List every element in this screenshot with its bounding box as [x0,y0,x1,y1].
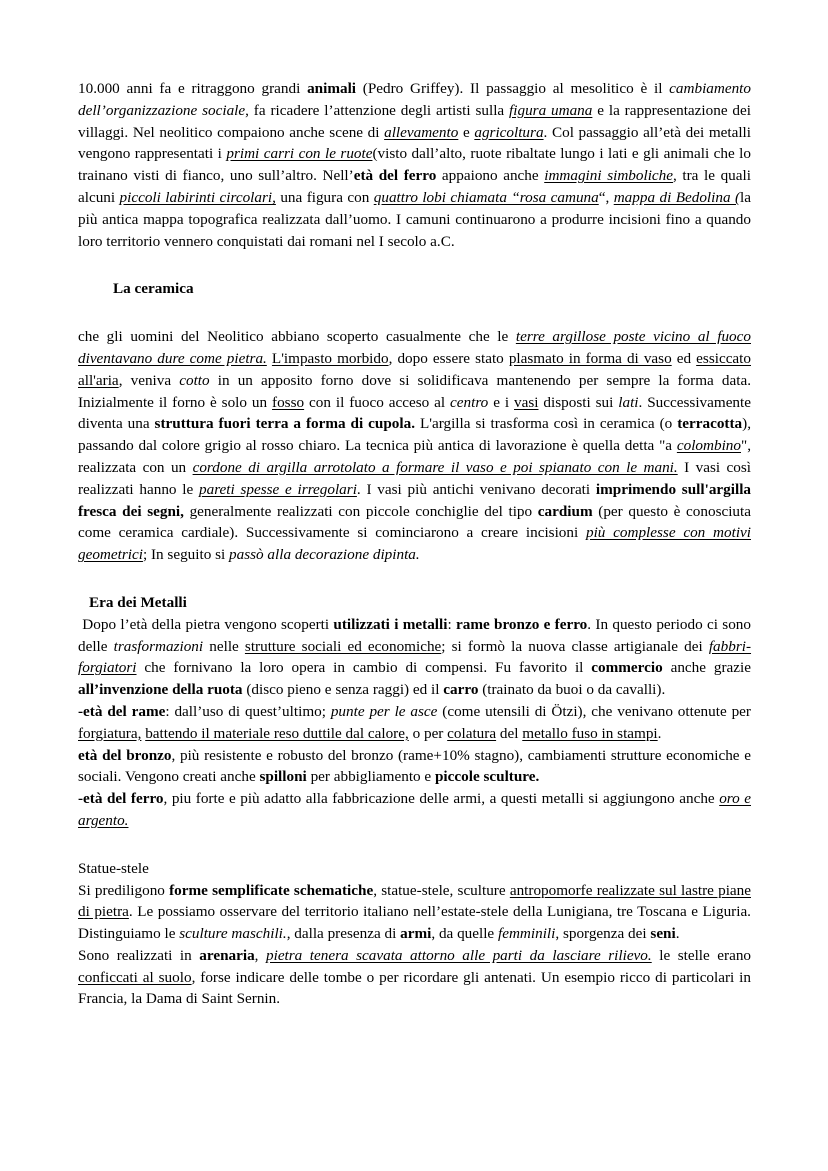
spacer [78,300,751,326]
spacer [78,832,751,858]
paragraph-eta-del-rame: -età del rame: dall’uso di quest’ultimo; punte per le asce (come utensili di Ötzi), che venivano ottenute per forgiatura, battendo il materiale reso duttile dal calore, o per colatura del metallo fuso in stampi. [78,702,751,742]
paragraph-metalli-intro: Dopo l’età della pietra vengono scoperti utilizzati i metalli: rame bronzo e ferro. In questo periodo ci sono delle trasformazioni nelle strutture sociali ed economiche; si formò la nuova classe artigianale dei fabbri-forgiatori che fornivano la loro opera in cambio di compensi. Fu favorito il commercio anche grazie all’invenzione della ruota (disco pieno e senza raggi) ed il carro (trainato da buoi o da cavalli). [78,615,752,699]
paragraph-statue-stele-1: Si prediligono forme semplificate schematiche, statue-stele, sculture antropomorfe realizzate sul lastre piane di pietra. Le possiamo osservare del territorio italiano nell’estate-stele della Lunigiana, tre Toscana e Liguria. Distinguiamo le sculture maschili., dalla presenza di armi, da quelle femminili, sporgenza dei seni. [78,881,751,943]
heading-la-ceramica: La ceramica [113,280,194,298]
heading-era-dei-metalli: Era dei Metalli [89,593,187,611]
spacer [78,566,751,592]
heading-statue-stele: Statue-stele [78,859,149,877]
paragraph-eta-del-ferro: -età del ferro, piu forte e più adatto alla fabbricazione delle armi, a questi metalli si aggiungono anche oro e argento. [78,790,751,829]
paragraph-preistoria: 10.000 anni fa e ritraggono grandi animali (Pedro Griffey). Il passaggio al mesolitico è il cambiamento dell’organizzazione sociale, fa ricadere l’attenzione degli artisti sulla figura umana e la rappresentazione dei villaggi. Nel neolitico compaiono anche scene di allevamento e agricoltura. Col passaggio all’età dei metalli vengono rappresentati i primi carri con le ruote(visto dall’alto, ruote ribaltate lungo i lati e gli animali che lo trainano visti di fianco, uno sull’altro. Nell’età del ferro appaiono anche immagini simboliche, tra le quali alcuni piccoli labirinti circolari, una figura con quattro lobi chiamata “rosa camuna“, mappa di Bedolina (la più antica mappa topografica realizzata dall’uomo. I camuni continuarono a produrre incisioni fino a quando loro territorio vennero conquistati dai romani nel I secolo a.C. [78,80,752,250]
paragraph-eta-del-bronzo: età del bronzo, più resistente e robusto del bronzo (rame+10% stagno), cambiamenti strutture economiche e sociali. Vengono creati anche spilloni per abbigliamento e piccole sculture. [78,746,751,786]
document-body [78,78,751,1010]
paragraph-statue-stele-2: Sono realizzati in arenaria, pietra tenera scavata attorno alle parti da lasciare rilievo. le stelle erano conficcati al suolo, forse indicare delle tombe o per ricordare gli antenati. Un esempio ricco di particolari in Francia, la Dama di Saint Sernin. [78,946,752,1008]
paragraph-ceramica: che gli uomini del Neolitico abbiano scoperto casualmente che le terre argillose poste vicino al fuoco diventavano dure come pietra. L'impasto morbido, dopo essere stato plasmato in forma di vaso ed essiccato all'aria, veniva cotto in un apposito forno dove si solidificava mantenendo per sempre la forma data. Inizialmente il forno è solo un fosso con il fuoco acceso al centro e i vasi disposti sui lati. Successivamente diventa una struttura fuori terra a forma di cupola. L'argilla si trasforma così in ceramica (o terracotta), passando dal colore grigio al rosso chiaro. La tecnica più antica di lavorazione è quella detta "a colombino", realizzata con un cordone di argilla arrotolato a formare il vaso e poi spianato con le mani. I vasi così realizzati hanno le pareti spesse e irregolari. I vasi più antichi venivano decorati imprimendo sull'argilla fresca dei segni, generalmente realizzati con piccole conchiglie del tipo cardium (per questo è conosciuta come ceramica cardiale). Successivamente si cominciarono a creare incisioni più complesse con motivi geometrici; In seguito si passò alla decorazione dipinta. [78,328,752,564]
spacer [78,252,751,278]
